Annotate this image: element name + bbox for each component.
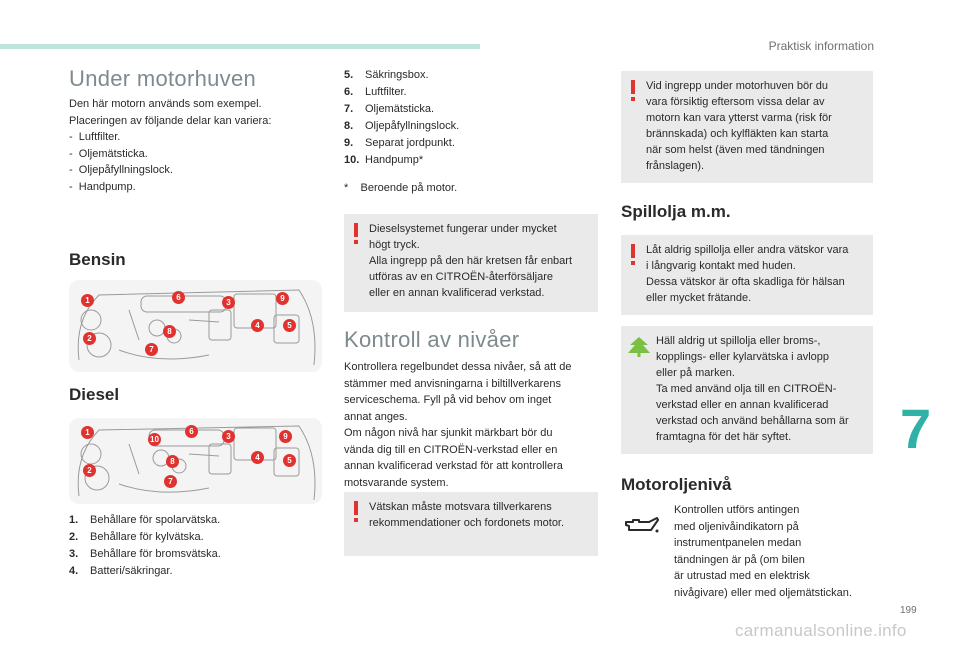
list-item: 4. Batteri/säkringar. — [69, 565, 173, 577]
list-item: 10. Handpump* — [344, 154, 424, 166]
title-kontroll-av-nivaer: Kontroll av nivåer — [344, 327, 520, 352]
intro-line: - Oljemätsticka. — [69, 147, 148, 160]
marker-3: 3 — [222, 296, 235, 309]
marker-8: 8 — [163, 325, 176, 338]
warning-exclamation-icon — [628, 244, 638, 266]
warning-box-fluid: Vätskan måste motsvara tillverkarens rekommendationer och fordonets motor. — [344, 492, 598, 556]
warning-box-engine-hot: Vid ingrepp under motorhuven bör du vara försiktig eftersom vissa delar av motorn kan vara ytterst varma (risk för brännskada) och kylfläkten kan starta när som helst (även med tändningen frånslagen). — [621, 71, 873, 183]
list-item: 8. Oljepåfyllningslock. — [344, 120, 460, 132]
list-item: 7. Oljemätsticka. — [344, 103, 435, 115]
chapter-number: 7 — [900, 397, 932, 460]
marker-4: 4 — [251, 451, 264, 464]
intro-line: Placeringen av följande delar kan variera: — [69, 114, 272, 127]
marker-9: 9 — [279, 430, 292, 443]
marker-7: 7 — [164, 475, 177, 488]
heading-diesel: Diesel — [69, 385, 120, 404]
eco-leaf-icon — [627, 336, 651, 358]
warning-exclamation-icon — [351, 223, 361, 245]
warning-exclamation-icon — [351, 501, 361, 523]
list-item: 1. Behållare för spolarvätska. — [69, 514, 221, 526]
motorolja-text: Kontrollen utförs antingen med oljenivåindikatorn på instrumentpanelen medan tändningen är på (om bilen är utrustad med en elektrisk nivågivare) eller med oljemätstickan. — [674, 504, 852, 599]
marker-2: 2 — [83, 464, 96, 477]
list-item: 6. Luftfilter. — [344, 86, 407, 98]
marker-6: 6 — [185, 425, 198, 438]
parts-list-1 — [69, 512, 221, 580]
engine-diagram-diesel — [69, 418, 322, 504]
marker-7: 7 — [145, 343, 158, 356]
page-number: 199 — [900, 605, 917, 616]
marker-2: 2 — [83, 332, 96, 345]
intro-line: - Oljepåfyllningslock. — [69, 164, 173, 176]
list-item: 2. Behållare för kylvätska. — [69, 531, 204, 543]
parts-list-2 — [344, 67, 459, 169]
title-under-motorhuven: Under motorhuven — [69, 66, 257, 91]
marker-3: 3 — [222, 430, 235, 443]
heading-spillolja: Spillolja m.m. — [621, 202, 731, 221]
heading-motoroljeniva: Motoroljenivå — [621, 475, 732, 494]
footnote: * Beroende på motor. — [344, 182, 458, 194]
warning-exclamation-icon — [628, 80, 638, 102]
engine-diagram-bensin — [69, 280, 322, 372]
eco-note-box: Häll aldrig ut spillolja eller broms-, kopplings- eller kylarvätska i avlopp eller på marken. Ta med använd olja till en CITROËN- verkstad eller en annan kvalificerad verkstad och använd behållarna som är framtagna för det här syftet. — [621, 326, 873, 454]
marker-1: 1 — [81, 426, 94, 439]
kontroll-text: Kontrollera regelbundet dessa nivåer, så att de stämmer med anvisningarna i biltillverkarens serviceschema. Fyll på vid behov om inget annat anges. Om någon nivå har sjunkit märkbart bör du vända dig till en CITROËN-verkstad eller en annan kvalificerad verkstad för att kontrollera motsvarande system. — [344, 361, 572, 489]
marker-8: 8 — [166, 455, 179, 468]
list-item: 3. Behållare för bromsvätska. — [69, 548, 221, 560]
marker-5: 5 — [283, 319, 296, 332]
marker-5: 5 — [283, 454, 296, 467]
warning-box-diesel: Dieselsystemet fungerar under mycket högt tryck. Alla ingrepp på den här kretsen får enbart utföras av en CITROËN-återförsäljare eller en annan kvalificerad verkstad. — [344, 214, 598, 312]
list-item: 9. Separat jordpunkt. — [344, 137, 455, 149]
intro-text — [69, 96, 271, 195]
top-accent-bar — [0, 44, 480, 49]
heading-bensin: Bensin — [69, 250, 126, 269]
intro-line: - Handpump. — [69, 180, 136, 193]
warning-box-spillolja: Låt aldrig spillolja eller andra vätskor vara i långvarig kontakt med huden. Dessa vätskor är ofta skadliga för hälsan eller mycket frätande. — [621, 235, 873, 315]
section-header: Praktisk information — [768, 39, 874, 53]
intro-line: - Luftfilter. — [69, 131, 121, 143]
oil-can-icon — [623, 516, 661, 536]
list-item: 5. Säkringsbox. — [344, 69, 429, 81]
watermark: carmanualsonline.info — [735, 621, 907, 640]
marker-6: 6 — [172, 291, 185, 304]
intro-line: Den här motorn används som exempel. — [69, 98, 262, 110]
marker-1: 1 — [81, 294, 94, 307]
marker-10: 10 — [148, 433, 161, 446]
marker-4: 4 — [251, 319, 264, 332]
marker-9: 9 — [276, 292, 289, 305]
